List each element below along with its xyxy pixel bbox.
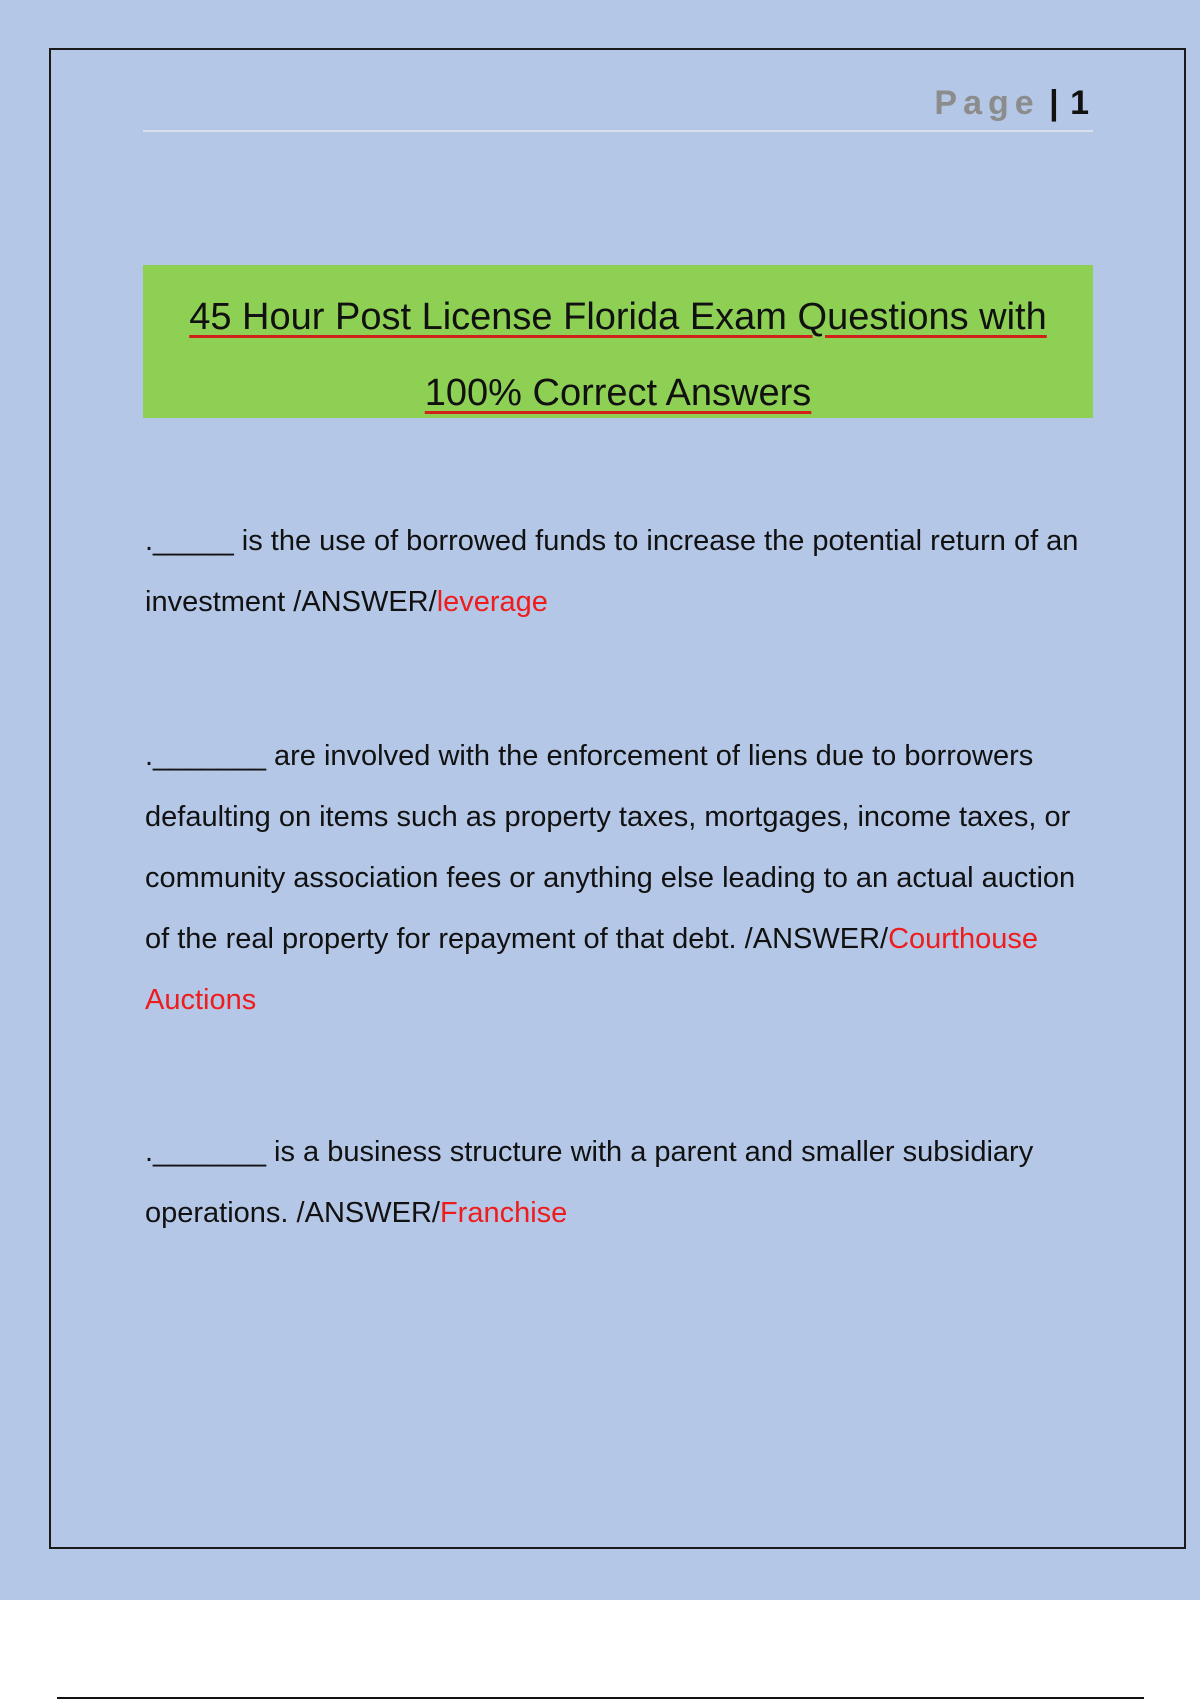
question-item-3 [145, 1122, 1095, 1244]
title-line-1-text: 45 Hour Post License Florida Exam Questions with [189, 296, 1047, 338]
title-line-2 [143, 355, 1093, 431]
question-1-prompt: ._____ is the use of borrowed funds to increase the potential return of an investment /ANSWER/ [145, 525, 1079, 618]
title-line-1 [143, 279, 1093, 355]
question-item-1 [145, 511, 1095, 633]
question-3-answer: Franchise [439, 1197, 568, 1229]
question-item-2 [145, 726, 1095, 1031]
page-number: 1 [1070, 84, 1089, 122]
title-line-2-text: 100% Correct Answers [424, 372, 812, 414]
document-title-box [143, 265, 1093, 418]
page-word: Page [934, 84, 1040, 122]
page-header [143, 80, 1093, 132]
question-1-answer: leverage [436, 586, 548, 618]
page-separator: | [1049, 84, 1059, 122]
page-number-label [934, 84, 1089, 123]
question-3-prompt: ._______ is a business structure with a parent and smaller subsidiary operations. /ANSWER/ [145, 1136, 1034, 1229]
question-2-prompt: ._______ are involved with the enforcement of liens due to borrowers defaulting on items such as property taxes, mortgages, income taxes, or community association fees or anything else leading to an actual auction of the real property for repayment of that debt. /ANSWER/ [145, 740, 1076, 955]
footer-divider [57, 1697, 1144, 1699]
question-2-answer: Courthouse Auctions [145, 923, 1039, 1016]
